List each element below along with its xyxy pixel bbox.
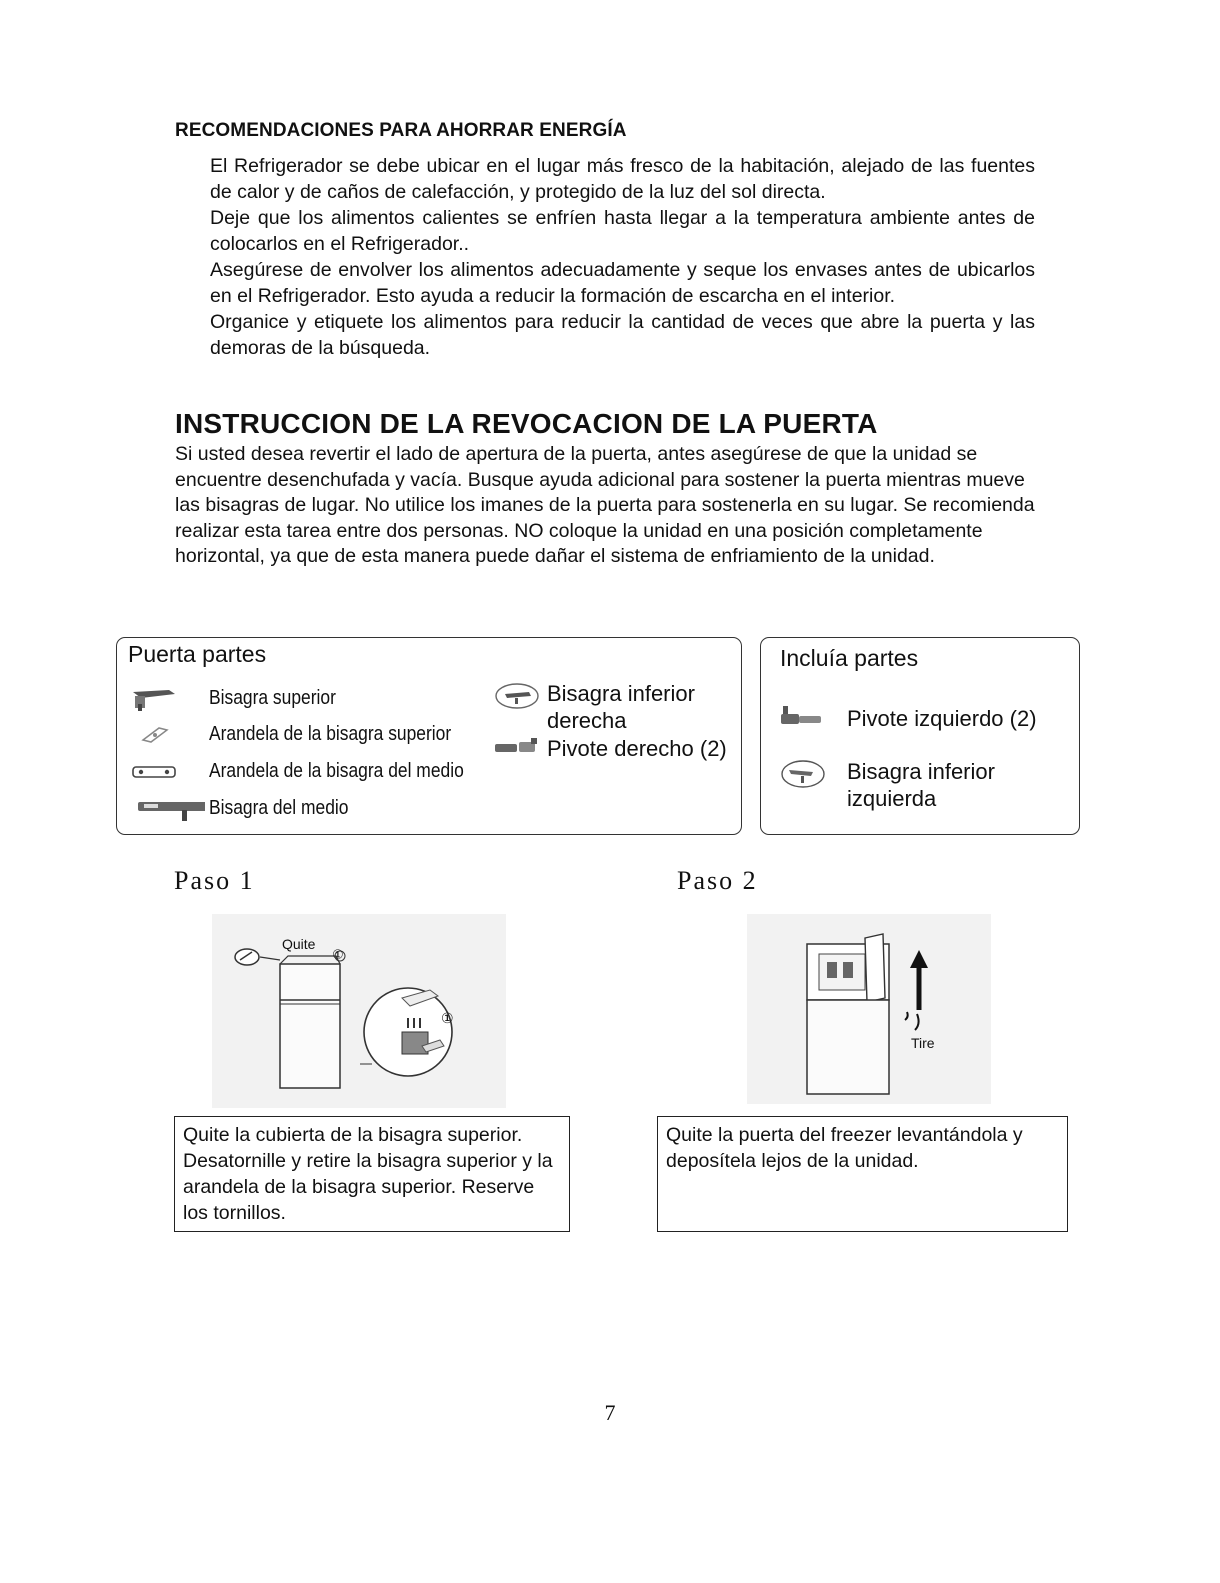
step-2-instructions: Quite la puerta del freezer levantándola y deposítela lejos de la unidad. bbox=[657, 1116, 1068, 1232]
included-parts-title: Incluía partes bbox=[780, 645, 919, 671]
middle-hinge-icon bbox=[129, 794, 205, 822]
left-pivot-icon bbox=[777, 704, 833, 732]
list-item: Arandela de la bisagra del medio bbox=[129, 752, 489, 789]
reversal-heading: INSTRUCCION DE LA REVOCACION DE LA PUERTA bbox=[175, 408, 878, 439]
door-parts-title: Puerta partes bbox=[128, 641, 267, 667]
top-hinge-washer-icon bbox=[129, 720, 191, 748]
left-bottom-hinge-icon bbox=[777, 758, 833, 790]
list-item: Pivote izquierdo (2) bbox=[777, 704, 1037, 732]
list-item: Bisagra del medio bbox=[129, 789, 489, 826]
page-number: 7 bbox=[604, 1400, 616, 1425]
step-2-figure bbox=[747, 914, 991, 1104]
door-parts-list bbox=[129, 680, 489, 826]
energy-tip: El Refrigerador se debe ubicar en el lugar más fresco de la habitación, alejado de las fuentes de calor y de caños de calefacción, y protegido de la luz del sol directa. bbox=[210, 155, 1035, 203]
middle-hinge-washer-icon bbox=[129, 757, 191, 785]
pull-label: Tire bbox=[911, 1035, 935, 1051]
fridge-door-illustration bbox=[747, 914, 991, 1104]
list-item: Bisagra superior bbox=[129, 680, 489, 715]
list-item: Arandela de la bisagra superior bbox=[129, 715, 489, 752]
step-marker: ① bbox=[332, 947, 344, 962]
energy-heading: RECOMENDACIONES PARA AHORRAR ENERGÍA bbox=[175, 120, 627, 141]
energy-tip: Organice y etiquete los alimentos para reducir la cantidad de veces que abre la puerta y las demoras de la búsqueda. bbox=[210, 311, 1035, 359]
step-marker: ① bbox=[441, 1010, 454, 1026]
top-hinge-icon bbox=[129, 684, 191, 712]
step-1-instructions: Quite la cubierta de la bisagra superior. Desatornille y retire la bisagra superior y la arandela de la bisagra superior. Reserve los tornillos. bbox=[174, 1116, 570, 1232]
energy-tip: Deje que los alimentos calientes se enfríen hasta llegar a la temperatura ambiente antes de colocarlos en el Refrigerador.. bbox=[210, 207, 1035, 255]
right-bottom-hinge-icon bbox=[491, 680, 547, 712]
door-parts-box bbox=[116, 637, 742, 835]
list-item: Bisagra inferior izquierda bbox=[777, 758, 1007, 812]
step-2-label: Paso 2 bbox=[677, 866, 758, 895]
fridge-illustration bbox=[212, 914, 506, 1108]
step-1-figure bbox=[212, 914, 506, 1108]
list-item: Bisagra inferior derecha bbox=[491, 680, 736, 734]
energy-tip: Asegúrese de envolver los alimentos adecuadamente y seque los envases antes de ubicarlos en el Refrigerador. Esto ayuda a reducir la formación de escarcha en el interior. bbox=[210, 259, 1035, 307]
remove-label: Quite bbox=[282, 936, 316, 952]
list-item: Pivote derecho (2) bbox=[491, 734, 736, 762]
step-1-label: Paso 1 bbox=[174, 866, 255, 895]
energy-tips bbox=[210, 154, 1035, 362]
reversal-intro: Si usted desea revertir el lado de apertura de la puerta, antes asegúrese de que la unidad se encuentre desenchufada y vacía. Busque ayuda adicional para sostener la puerta mientras mueve las bisagras de lugar. No utilice los imanes de la puerta para sostenerla en su lugar. Se recomienda realizar esta tarea entre dos personas. NO coloque la unidad en una posición completamente horizontal, ya que de esta manera puede dañar el sistema de enfriamiento de la unidad. bbox=[175, 443, 1035, 567]
included-parts-box bbox=[760, 637, 1080, 835]
right-pivot-icon bbox=[491, 734, 547, 762]
door-parts-list-right bbox=[491, 680, 736, 762]
